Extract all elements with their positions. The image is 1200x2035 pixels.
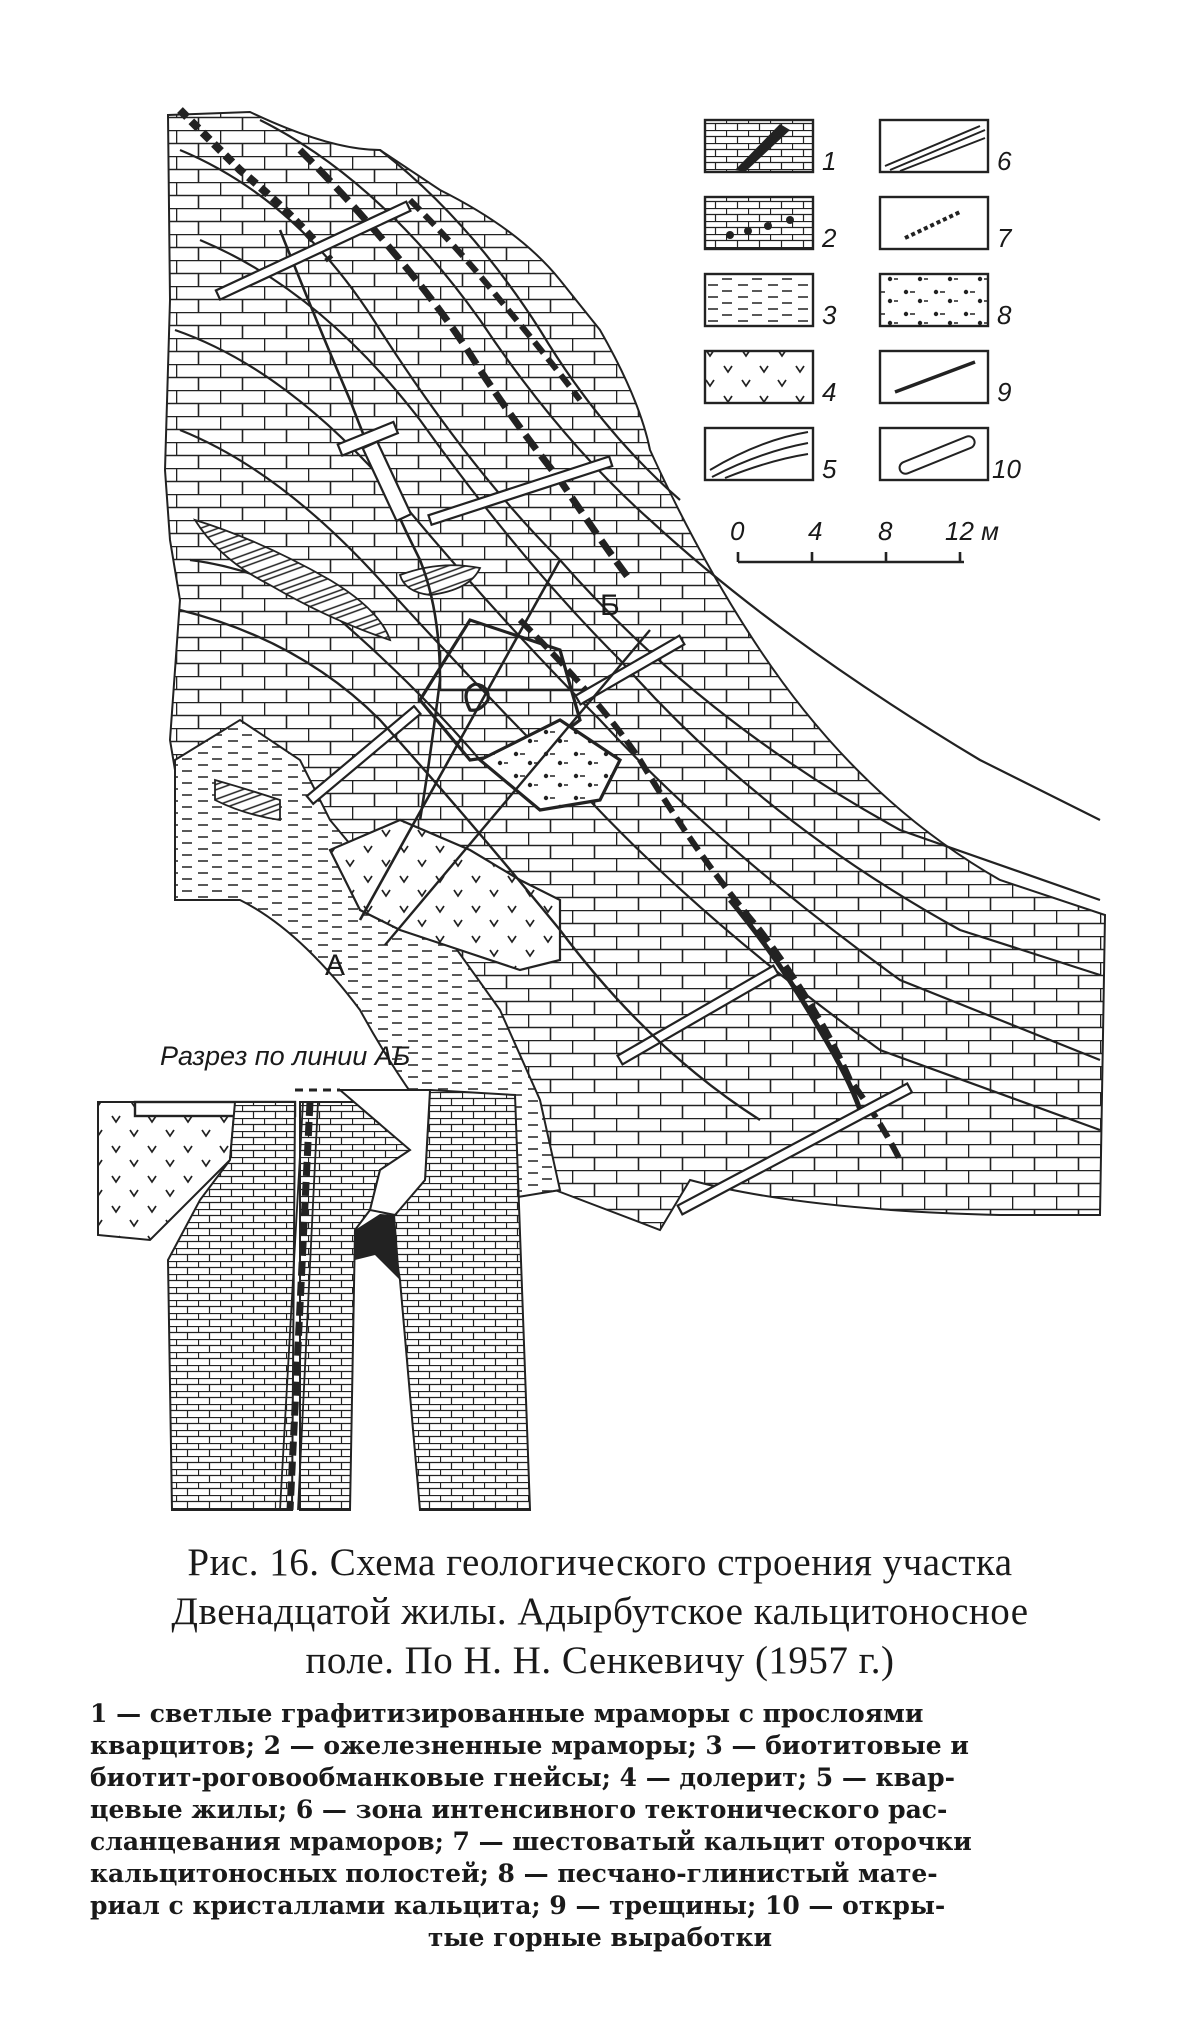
legend-item-9 [880, 351, 1011, 407]
legend-text-line-2: кварцитов; 2 — ожелезненные мраморы; 3 — биотитовые и [90, 1731, 969, 1760]
scale-bar [730, 516, 999, 562]
figure-caption [90, 1538, 1110, 1685]
legend-text-line-3: биотит-роговообманковые гнейсы; 4 — долерит; 5 — квар- [90, 1763, 956, 1792]
legend-num-9: 9 [997, 377, 1012, 407]
legend-text-line-8: тые горные выработки [427, 1923, 773, 1952]
legend-explanation [90, 1698, 1110, 1954]
scale-tick-4: 4 [808, 516, 823, 546]
point-b-label: Б [600, 589, 620, 622]
legend-num-2: 2 [822, 223, 837, 253]
legend-text-line-7: риал с кристаллами кальцита; 9 — трещины; 10 — откры- [90, 1891, 946, 1920]
legend-item-6 [880, 120, 1012, 176]
legend-num-5: 5 [822, 454, 837, 484]
legend-item-7 [880, 197, 1013, 253]
legend-item-10 [880, 428, 1021, 484]
legend-item-5 [705, 428, 837, 484]
legend-item-1 [705, 120, 836, 176]
legend-num-7: 7 [997, 223, 1012, 253]
section-title: Разрез по линии АБ [160, 1041, 411, 1071]
legend-text-line-5: сланцевания мраморов; 7 — шестоватый кальцит оторочки [90, 1827, 972, 1856]
legend-num-8: 8 [997, 300, 1012, 330]
legend-num-6: 6 [997, 146, 1012, 176]
scale-tick-0: 0 [730, 516, 745, 546]
point-a-label: А [325, 949, 346, 982]
legend-item-4 [705, 351, 836, 407]
legend-num-1: 1 [822, 146, 837, 176]
caption-line-1: Рис. 16. Схема геологического строения участка [187, 1541, 1013, 1584]
caption-line-2: Двенадцатой жилы. Адырбутское кальцитоносное [171, 1590, 1029, 1633]
legend-num-10: 10 [992, 454, 1021, 484]
cross-section [98, 1041, 530, 1510]
legend-num-3: 3 [822, 300, 837, 330]
scale-tick-12: 12 м [945, 516, 999, 546]
legend-text-line-4: цевые жилы; 6 — зона интенсивного тектонического рас- [90, 1795, 948, 1824]
legend-item-8 [880, 274, 1012, 330]
legend-num-4: 4 [822, 377, 837, 407]
caption-line-3: поле. По Н. Н. Сенкевичу (1957 г.) [305, 1639, 895, 1682]
scale-tick-8: 8 [878, 516, 893, 546]
legend-item-2 [705, 197, 837, 253]
legend-text-line-1: 1 — светлые графитизированные мраморы с прослоями [90, 1699, 924, 1728]
legend-text-line-6: кальцитоносных полостей; 8 — песчано-глинистый мате- [90, 1859, 938, 1888]
legend [705, 120, 1021, 562]
legend-item-3 [705, 274, 837, 330]
section-calcite-rim [355, 1214, 400, 1280]
